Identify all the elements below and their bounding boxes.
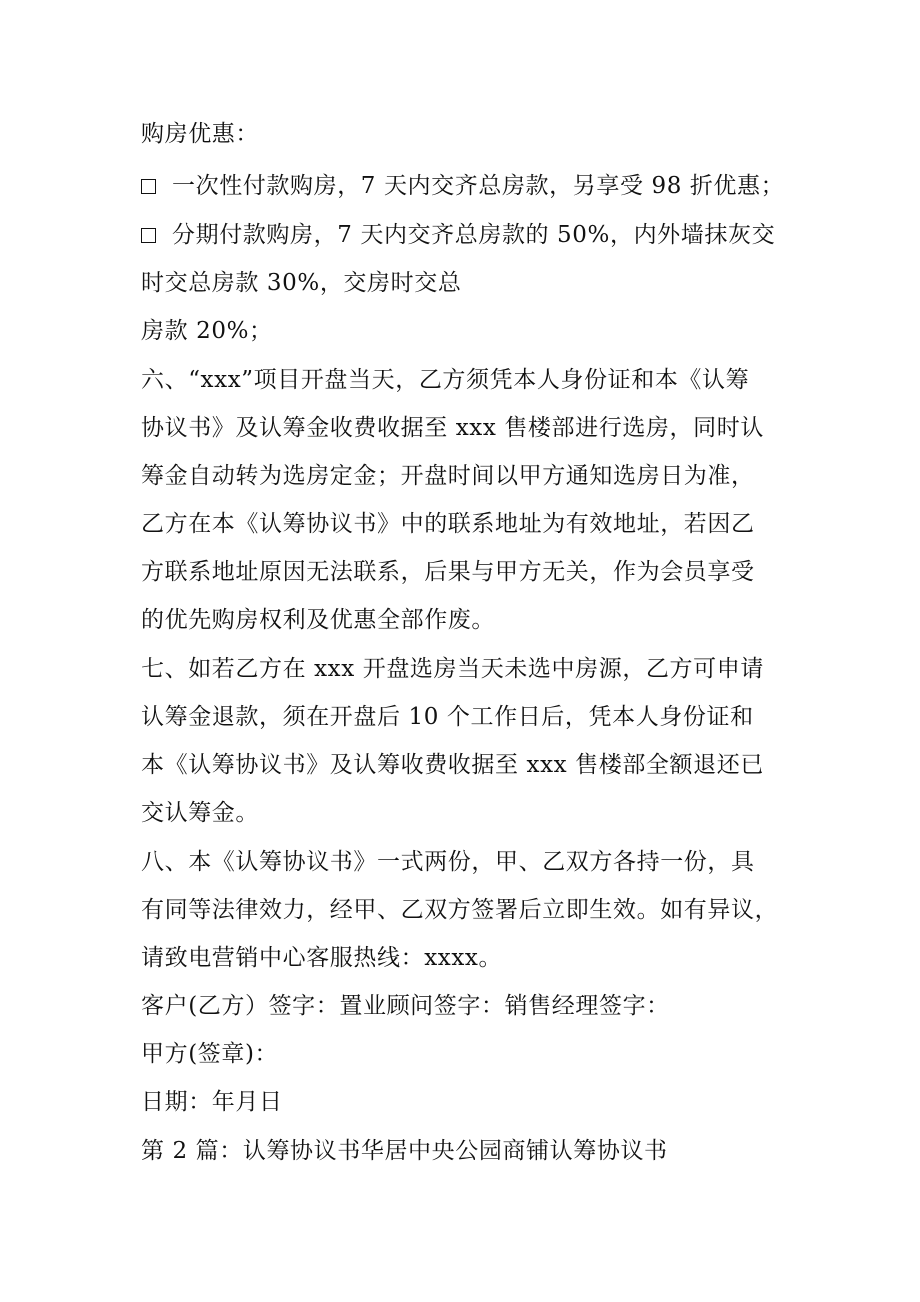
section-title: 第 2 篇：认筹协议书华居中央公园商铺认筹协议书 bbox=[141, 1138, 668, 1164]
clause-seven-line: 交认筹金。 bbox=[141, 800, 259, 826]
option-installment-text: 分期付款购房，7 天内交齐总房款的 50%，内外墙抹灰交 bbox=[172, 222, 776, 248]
clause-six-line: 协议书》及认筹金收费收据至 xxx 售楼部进行选房，同时认 bbox=[141, 415, 764, 441]
clause-seven-line: 七、如若乙方在 xxx 开盘选房当天未选中房源，乙方可申请 bbox=[141, 656, 764, 682]
signature-line: 客户(乙方）签字：置业顾问签字：销售经理签字： bbox=[141, 993, 670, 1019]
paragraph-line: 时交总房款 30%，交房时交总 bbox=[141, 270, 462, 296]
option-installment bbox=[141, 220, 801, 250]
clause-eight-line: 请致电营销中心客服热线：xxxx。 bbox=[141, 945, 503, 971]
clause-eight-line: 有同等法律效力，经甲、乙双方签署后立即生效。如有异议， bbox=[141, 897, 779, 923]
clause-six-line: 筹金自动转为选房定金；开盘时间以甲方通知选房日为准， bbox=[141, 463, 755, 489]
option-lump-sum bbox=[141, 171, 801, 201]
clause-six-line: 乙方在本《认筹协议书》中的联系地址为有效地址，若因乙 bbox=[141, 511, 755, 537]
clause-seven-line: 认筹金退款，须在开盘后 10 个工作日后，凭本人身份证和 bbox=[141, 704, 754, 730]
party-a-seal-line: 甲方(签章)： bbox=[141, 1041, 279, 1067]
checkbox-icon[interactable] bbox=[141, 228, 156, 243]
clause-seven-line: 本《认筹协议书》及认筹收费收据至 xxx 售楼部全额退还已 bbox=[141, 752, 764, 778]
purchase-discount-heading: 购房优惠： bbox=[141, 121, 259, 147]
option-lump-sum-text: 一次性付款购房，7 天内交齐总房款，另享受 98 折优惠； bbox=[172, 173, 785, 199]
clause-six-line: 的优先购房权利及优惠全部作废。 bbox=[141, 607, 495, 633]
clause-eight-line: 八、本《认筹协议书》一式两份，甲、乙双方各持一份，具 bbox=[141, 849, 755, 875]
clause-six-line: 六、“xxx”项目开盘当天，乙方须凭本人身份证和本《认筹 bbox=[141, 367, 750, 393]
checkbox-icon[interactable] bbox=[141, 179, 156, 194]
paragraph-line: 房款 20%； bbox=[141, 318, 273, 344]
clause-six-line: 方联系地址原因无法联系，后果与甲方无关，作为会员享受 bbox=[141, 559, 755, 585]
date-line: 日期：年月日 bbox=[141, 1089, 283, 1115]
